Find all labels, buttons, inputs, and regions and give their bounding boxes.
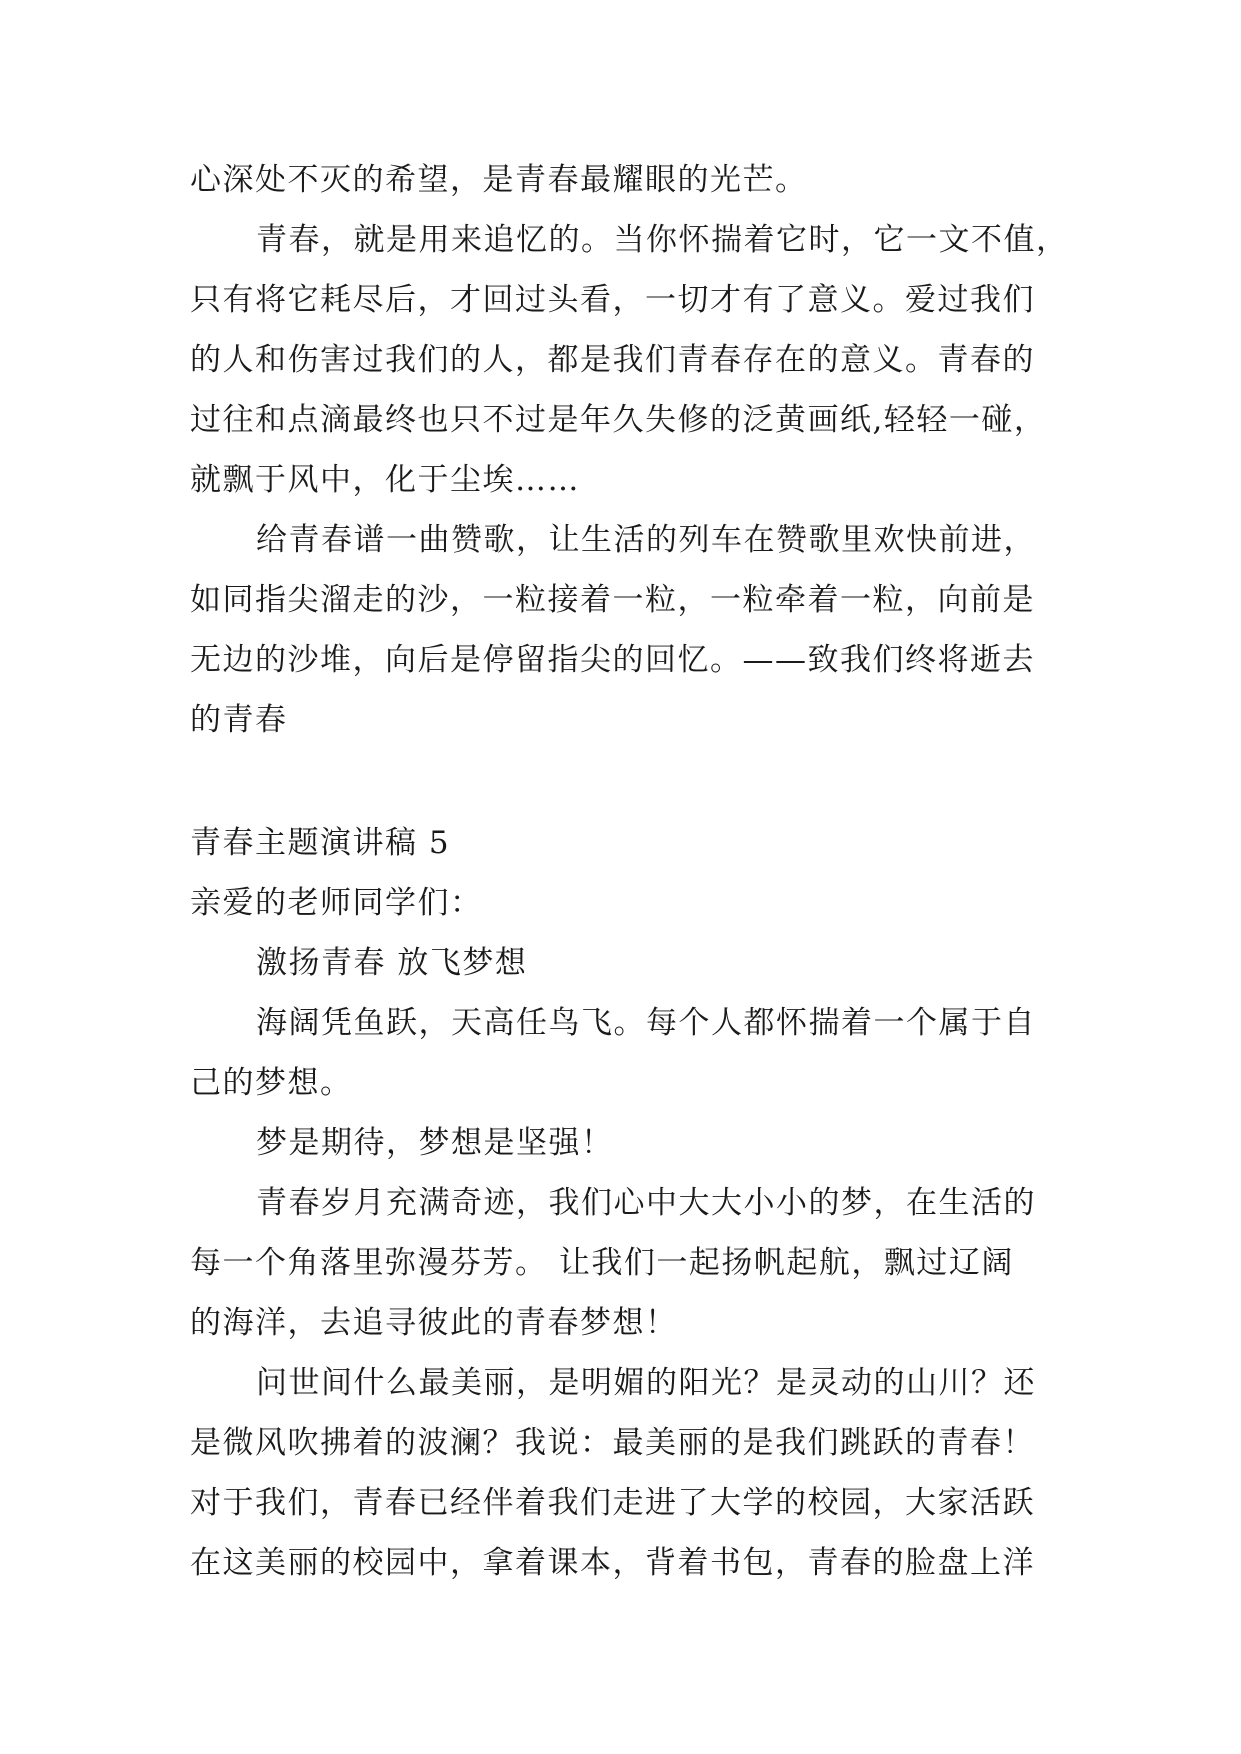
text-line: 过往和点滴最终也只不过是年久失修的泛黄画纸,轻轻一碰， bbox=[190, 402, 1047, 438]
salutation: 亲爱的老师同学们： bbox=[190, 885, 483, 921]
document-page bbox=[190, 150, 1069, 1593]
paragraph-start-line: 青春岁月充满奇迹，我们心中大大小小的梦，在生活的 bbox=[256, 1185, 1036, 1221]
text-line: 如同指尖溜走的沙，一粒接着一粒，一粒牵着一粒，向前是 bbox=[190, 582, 1035, 618]
text-line: 每一个角落里弥漫芬芳。 让我们一起扬帆起航，飘过辽阔 bbox=[190, 1245, 1014, 1281]
text-line: 是微风吹拂着的波澜？我说：最美丽的是我们跳跃的青春！ bbox=[190, 1425, 1035, 1461]
text-line: 在这美丽的校园中，拿着课本，背着书包，青春的脸盘上洋 bbox=[190, 1545, 1035, 1581]
text-line: 只有将它耗尽后，才回过头看，一切才有了意义。爱过我们 bbox=[190, 282, 1035, 318]
section-gap bbox=[190, 750, 1060, 813]
paragraph-start-line: 海阔凭鱼跃，天高任鸟飞。每个人都怀揣着一个属于自 bbox=[256, 1005, 1036, 1041]
paragraph-start-line: 梦是期待，梦想是坚强！ bbox=[256, 1125, 614, 1161]
speech-title: 激扬青春 放飞梦想 bbox=[256, 945, 528, 981]
text-line: 就飘于风中，化于尘埃…… bbox=[190, 462, 580, 498]
text-line: 己的梦想。 bbox=[190, 1065, 353, 1101]
text-line: 的海洋，去追寻彼此的青春梦想！ bbox=[190, 1305, 678, 1341]
text-line: 无边的沙堆，向后是停留指尖的回忆。——致我们终将逝去 bbox=[190, 642, 1035, 678]
text-line: 的青春 bbox=[190, 702, 288, 738]
section-title: 青春主题演讲稿 5 bbox=[190, 825, 451, 861]
text-line: 的人和伤害过我们的人，都是我们青春存在的意义。青春的 bbox=[190, 342, 1035, 378]
text-line: 心深处不灭的希望，是青春最耀眼的光芒。 bbox=[190, 162, 808, 198]
text-line: 对于我们，青春已经伴着我们走进了大学的校园，大家活跃 bbox=[190, 1485, 1035, 1521]
paragraph-start-line: 给青春谱一曲赞歌，让生活的列车在赞歌里欢快前进， bbox=[256, 522, 1036, 558]
paragraph-start-line: 问世间什么最美丽，是明媚的阳光？是灵动的山川？还 bbox=[256, 1365, 1036, 1401]
paragraph-start-line: 青春，就是用来追忆的。当你怀揣着它时，它一文不值， bbox=[256, 222, 1069, 258]
